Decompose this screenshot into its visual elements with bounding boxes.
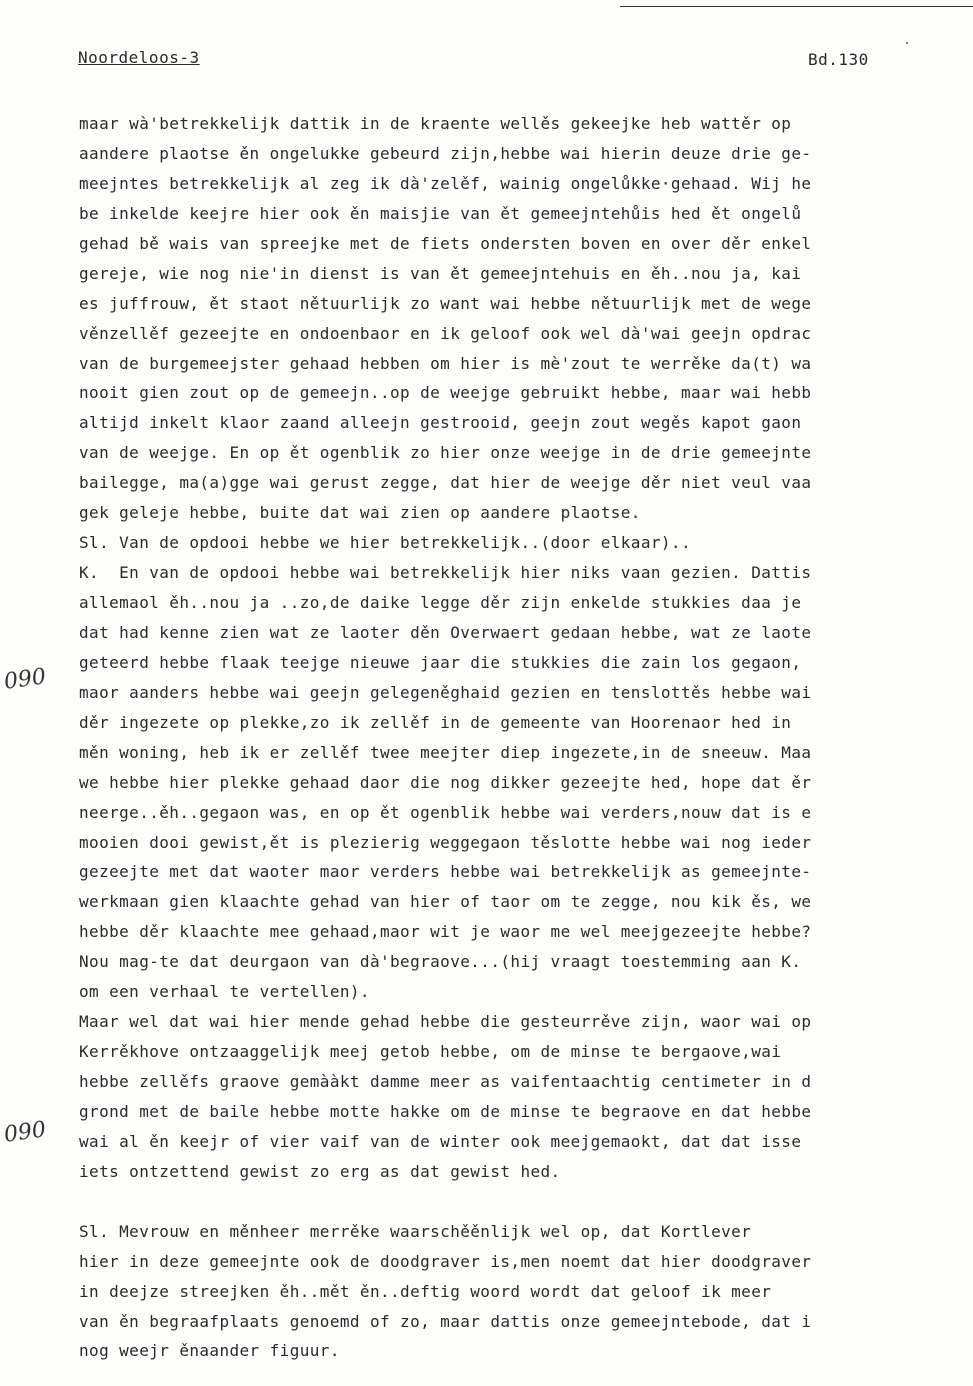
- transcript-line: be inkelde keejre hier ook ěn maisjie van ět gemeejntehůis hed ět ongelů: [79, 203, 802, 223]
- transcript-line: Nou mag-te dat deurgaon van dà'begraove...(hij vraagt toestemming aan K.: [79, 952, 802, 972]
- transcript-line: Kerrěkhove ontzaaggelijk meej getob hebbe, om de minse te bergaove,wai: [79, 1042, 782, 1062]
- transcript-line: Maar wel dat wai hier mende gehad hebbe die gesteurrěve zijn, waor wai op: [79, 1012, 812, 1032]
- document-title: Noordeloos-3: [78, 48, 200, 67]
- transcript-line: K. En van de opdooi hebbe wai betrekkelijk hier niks vaan gezien. Dattis: [79, 563, 812, 583]
- transcript-line: aandere plaotse ěn ongelukke gebeurd zijn,hebbe wai hierin deuze drie ge-: [79, 143, 812, 163]
- transcript-line: hebbe děr klaachte mee gehaad,maor wit je waor me wel meejgezeejte hebbe?: [79, 922, 812, 942]
- transcript-line: měn woning, heb ik er zellěf twee meejter diep ingezete,in de sneeuw. Maa: [79, 742, 812, 762]
- transcript-line: gehad bě wais van spreejke met de fiets ondersten boven en over děr enkel: [79, 233, 812, 253]
- margin-note: 090: [2, 664, 48, 695]
- transcript-body: [79, 109, 973, 1366]
- top-rule: [620, 6, 973, 7]
- transcript-line: grond met de baile hebbe motte hakke om de minse te begraove en dat hebbe: [79, 1101, 812, 1121]
- transcript-line: werkmaan gien klaachte gehad van hier of taor om te zegge, nou kik ěs, we: [79, 892, 812, 912]
- transcript-line: we hebbe hier plekke gehaad daor die nog dikker gezeejte hed, hope dat ěr: [79, 772, 812, 792]
- transcript-line: meejntes betrekkelijk al zeg ik dà'zelěf, wainig ongelůkke·gehaad. Wij he: [79, 173, 812, 193]
- transcript-line: wai al ěn keejr of vier vaif van de winter ook meejgemaokt, dat dat isse: [79, 1131, 802, 1151]
- transcript-line: dat had kenne zien wat ze laoter děn Overwaert gedaan hebbe, wat ze laote: [79, 622, 812, 642]
- transcript-line: es juffrouw, ět staot nětuurlijk zo want wai hebbe nětuurlijk met de wege: [79, 293, 812, 313]
- transcript-line: nooit gien zout op de gemeejn..op de weejge gebruikt hebbe, maar wai hebb: [79, 383, 812, 403]
- transcript-line: gereje, wie nog nie'in dienst is van ět gemeejntehuis en ěh..nou ja, kai: [79, 263, 802, 283]
- transcript-line: věnzellěf gezeejte en ondoenbaor en ik geloof ook wel dà'wai geejn opdrac: [79, 323, 812, 343]
- page-number: Bd.130: [808, 50, 869, 69]
- transcript-line: gek geleje hebbe, buite dat wai zien op aandere plaotse.: [79, 503, 641, 523]
- transcript-line: altijd inkelt klaor zaand alleejn gestrooid, geejn zout wegěs kapot gaon: [79, 413, 802, 433]
- transcript-line: allemaol ěh..nou ja ..zo,de daike legge děr zijn enkelde stukkies daa je: [79, 593, 802, 612]
- transcript-line: mooien dooi gewist,ět is plezierig weggegaon těslotte hebbe wai nog ieder: [79, 832, 812, 852]
- margin-note: 090: [2, 1117, 48, 1148]
- transcript-line: Sl. Mevrouw en měnheer merrěke waarschěěnlijk wel op, dat Kortlever: [79, 1221, 752, 1241]
- transcript-line: maar wà'betrekkelijk dattik in de kraente wellěs gekeejke heb wattěr op: [79, 114, 792, 133]
- transcript-line: van de burgemeejster gehaad hebben om hier is mè'zout te werrěke da(t) wa: [79, 353, 812, 373]
- transcript-line: gezeejte met dat waoter maor verders hebbe wai betrekkelijk as gemeejnte-: [79, 862, 812, 882]
- transcript-line: bailegge, ma(a)gge wai gerust zegge, dat hier de weejge děr niet veul vaa: [79, 473, 812, 493]
- transcript-line: van ěn begraafplaats genoemd of zo, maar dattis onze gemeejntebode, dat i: [79, 1311, 812, 1331]
- transcript-line: maor aanders hebbe wai geejn gelegeněghaid gezien en tenslottěs hebbe wai: [79, 682, 812, 702]
- transcript-line: van de weejge. En op ět ogenblik zo hier onze weejge in de drie gemeejnte: [79, 443, 812, 463]
- transcript-line: nog weejr ěnaander figuur.: [79, 1341, 340, 1361]
- transcript-line: [79, 1187, 973, 1217]
- transcript-line: děr ingezete op plekke,zo ik zellěf in de gemeente van Hoorenaor hed in: [79, 712, 792, 732]
- transcript-line: om een verhaal te vertellen).: [79, 982, 370, 1002]
- transcript-line: in deejze streejken ěh..mět ěn..deftig woord wordt dat geloof ik meer: [79, 1281, 772, 1301]
- transcript-line: hebbe zellěfs graove gemààkt damme meer as vaifentaachtig centimeter in d: [79, 1072, 812, 1091]
- transcript-line: Sl. Van de opdooi hebbe we hier betrekkelijk..(door elkaar)..: [79, 533, 692, 553]
- transcript-line: neerge..ěh..gegaon was, en op ět ogenblik hebbe wai verders,nouw dat is e: [79, 802, 812, 822]
- scan-speck: [906, 42, 908, 44]
- transcript-line: hier in deze gemeejnte ook de doodgraver is,men noemt dat hier doodgraver: [79, 1251, 812, 1271]
- transcript-line: geteerd hebbe flaak teejge nieuwe jaar die stukkies die zain los gegaon,: [79, 652, 802, 672]
- transcript-line: iets ontzettend gewist zo erg as dat gewist hed.: [79, 1161, 561, 1181]
